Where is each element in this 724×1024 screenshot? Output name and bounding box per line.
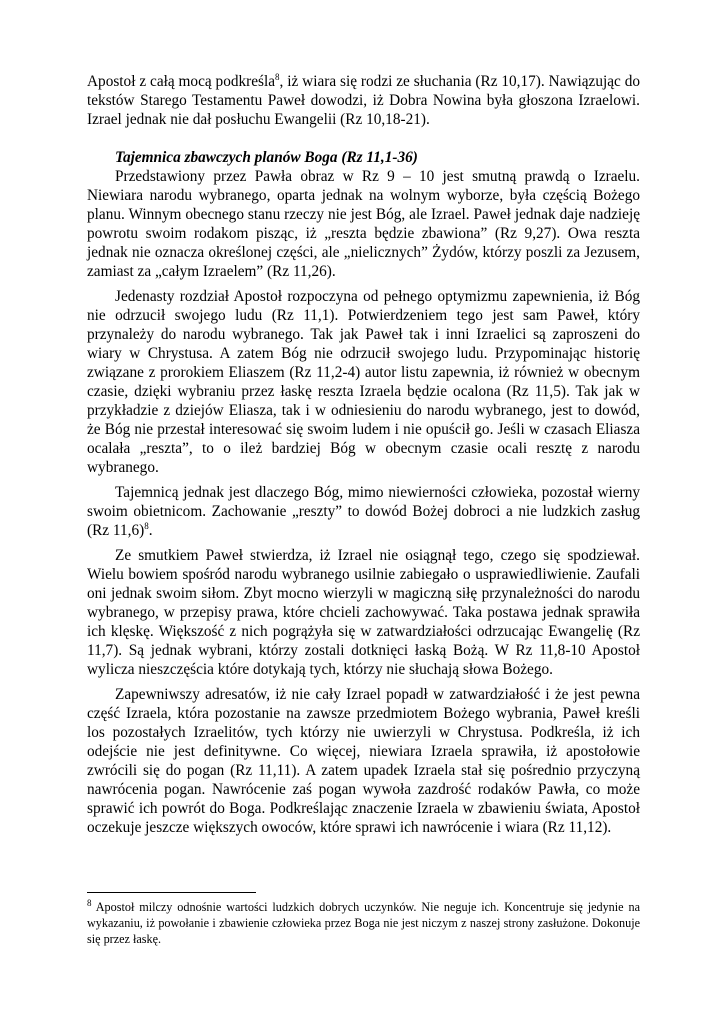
body-paragraph-3-end: . [148,522,153,539]
footnote-reference[interactable]: 8 [144,520,149,531]
footnote-number: 8 [87,897,92,908]
body-paragraph-3-text: Tajemnicą jednak jest dlaczego Bóg, mimo niewierności człowieka, pozostał wierny swoim obietnicom. Zachowanie „reszty” to dowód Bożej dobroci a nie ludzkich zasług (Rz 11,6) [87,484,640,539]
footnote-reference[interactable]: 8 [275,71,280,82]
section-heading: Tajemnica zbawczych planów Boga (Rz 11,1-36) [115,149,418,166]
footnote [87,899,640,947]
body-paragraph-1: Przedstawiony przez Pawła obraz w Rz 9 – 10 jest smutną prawdą o Izraelu. Niewiara narodu wybranego, oparta jednak na wolnym wyborze, była częścią Bożego planu. Winnym obecnego stanu rzeczy nie jest Bóg, ale Izrael. Paweł jednak daje nadzieję powrotu swoim rodakom pisząc, iż „reszta będzie zbawiona” (Rz 9,27). Owa reszta jednak nie oznacza określonej części, ale „nielicznych” Żydów, którzy poszli za Jezusem, zamiast za „całym Izraelem” (Rz 11,26). [87,168,640,280]
body-paragraph-4: Ze smutkiem Paweł stwierdza, iż Izrael nie osiągnął tego, czego się spodziewał. Wielu bowiem spośród narodu wybranego usilnie zabiegało o usprawiedliwienie. Zaufali oni jednak swoim siłom. Zbyt mocno wierzyli w magiczną siłę przynależności do narodu wybranego, w przepisy prawa, które chcieli zachowywać. Taka postawa jednak sprawiła ich klęskę. Większość z nich pogrążyła się w zatwardziałości odrzucając Ewangelię (Rz 11,7). Są jednak wybrani, którzy zostali dotknięci łaską Bożą. W Rz 11,8-10 Apostoł wylicza nieszczęścia które dotykają tych, którzy nie słuchają słowa Bożego. [87,547,640,678]
footnote-divider [87,892,256,893]
intro-text-start: Apostoł z całą mocą podkreśla [87,73,276,90]
footnote-text: Apostoł milczy odnośnie wartości ludzkich dobrych uczynków. Nie neguje ich. Koncentruje się jedynie na wykazaniu, iż powołanie i zbawienie człowieka przez Boga nie jest niczym z naszej strony zasłużone. Dokonuje się przez łaskę. [87,900,640,946]
body-paragraph-2: Jedenasty rozdział Apostoł rozpoczyna od pełnego optymizmu zapewnienia, iż Bóg nie odrzucił swojego ludu (Rz 11,1). Potwierdzeniem tego jest sam Paweł, który przynależy do narodu wybranego. Tak jak Paweł tak i inni Izraelici są zaproszeni do wiary w Chrystusa. A zatem Bóg nie odrzucił swojego ludu. Przypominając historię związane z prorokiem Eliaszem (Rz 11,2-4) autor listu zapewnia, iż również w obecnym czasie, dzięki wybraniu przez łaskę reszta Izraela będzie ocalona (Rz 11,5). Tak jak w przykładzie z dziejów Eliasza, tak i w odniesieniu do narodu wybranego, jest to dowód, że Bóg nie przestał interesować się swoim ludem i nie opuścił go. Jeśli w czasach Eliasza ocalała „reszta”, to o ileż bardziej Bóg w obecnym czasie ocali resztę z narodu wybranego. [87,288,640,476]
body-paragraph-3 [87,483,640,540]
intro-paragraph [87,72,640,129]
intro-text-end: , iż wiara się rodzi ze słuchania (Rz 10,17). Nawiązując do tekstów Starego Testamentu Paweł dowodzi, iż Dobra Nowina była głoszona Izraelowi. Izrael jednak nie dał posłuchu Ewangelii (Rz 10,18-21). [87,73,640,128]
document-page [87,72,640,837]
body-paragraph-5: Zapewniwszy adresatów, iż nie cały Izrael popadł w zatwardziałość i że jest pewna część Izraela, która pozostanie na zawsze przedmiotem Bożego wybrania, Paweł kreśli los pozostałych Izraelitów, tych którzy nie uwierzyli w Chrystusa. Podkreśla, iż ich odejście nie jest definitywne. Co więcej, niewiara Izraela sprawiła, iż apostołowie zwrócili się do pogan (Rz 11,11). A zatem upadek Izraela stał się pośrednio przyczyną nawrócenia pogan. Nawrócenie zaś pogan wywoła zazdrość rodaków Pawła, co może sprawić ich powrót do Boga. Podkreślając znaczenie Izraela w zbawieniu świata, Apostoł oczekuje jeszcze większych owoców, które sprawi ich nawrócenie i wiara (Rz 11,12). [87,686,640,836]
